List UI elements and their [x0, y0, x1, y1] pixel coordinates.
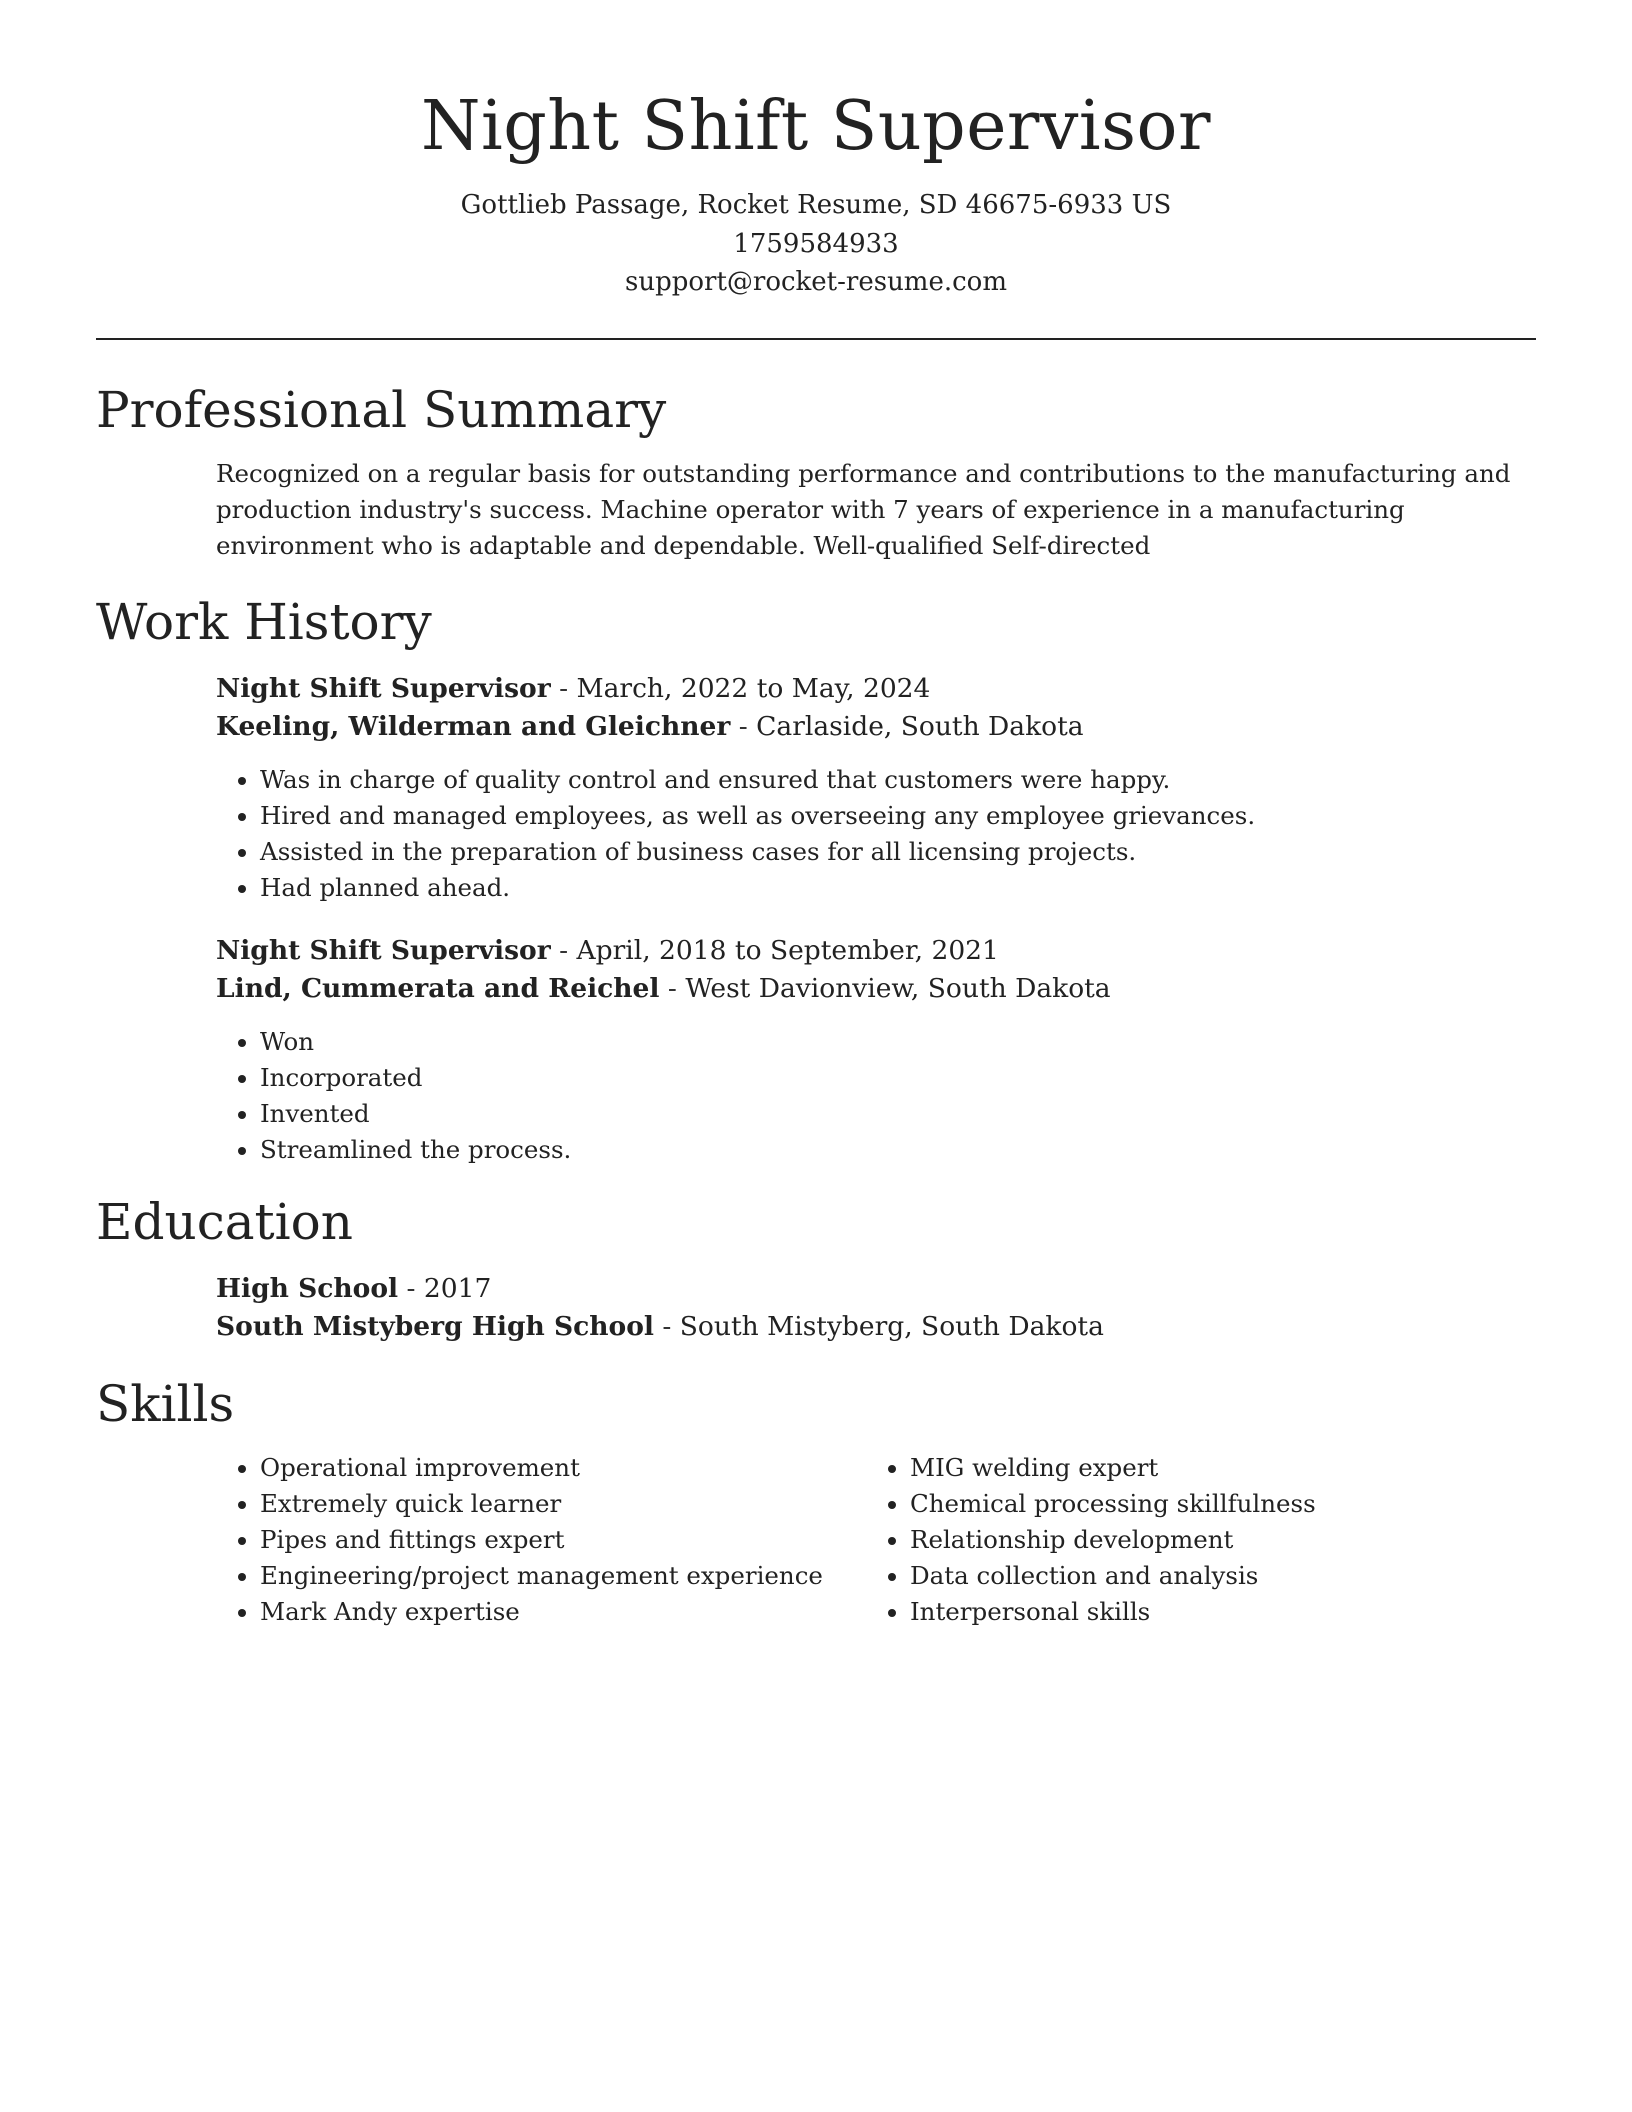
- job-location: West Davionview, South Dakota: [685, 972, 1111, 1004]
- list-item: • Had planned ahead.: [260, 870, 1536, 906]
- candidate-name: Night Shift Supervisor: [421, 87, 1211, 166]
- school-line: [216, 1308, 1536, 1346]
- separator: -: [550, 934, 577, 966]
- education-heading: Education: [96, 1192, 353, 1251]
- summary-heading: Professional Summary: [96, 380, 667, 439]
- job-bullets: [216, 762, 1536, 906]
- skills-column-left: [216, 1450, 866, 1630]
- list-item: • Won: [260, 1024, 1536, 1060]
- graduation-year: 2017: [423, 1272, 492, 1304]
- skill-item: • Chemical processing skillfulness: [910, 1486, 1516, 1522]
- skill-item: • Mark Andy expertise: [260, 1594, 866, 1630]
- school-location: South Mistyberg, South Dakota: [679, 1310, 1104, 1342]
- work-history-heading: Work History: [96, 592, 432, 651]
- education-entry: [96, 1270, 1536, 1346]
- contact-info: [96, 186, 1536, 302]
- job-company: Lind, Cummerata and Reichel: [216, 972, 660, 1004]
- job-dates: April, 2018 to September, 2021: [576, 934, 999, 966]
- skill-item: • Pipes and fittings expert: [260, 1522, 866, 1558]
- job-company-line: [216, 708, 1536, 746]
- resume-header: [96, 0, 1536, 302]
- summary-text: Recognized on a regular basis for outstanding performance and contributions to the manufacturing and production industry's success. Machine operator with 7 years of experience in a manufacturing environment who is adaptable and dependable. Well-qualified Self-directed: [216, 458, 1511, 560]
- skills-column-right: [866, 1450, 1516, 1630]
- separator: -: [398, 1272, 424, 1304]
- header-divider: [96, 338, 1536, 340]
- address-text: Gottlieb Passage, Rocket Resume, SD 46675-6933 US: [460, 190, 1172, 220]
- skill-item: • Data collection and analysis: [910, 1558, 1516, 1594]
- skill-item: • Relationship development: [910, 1522, 1516, 1558]
- job-role: Night Shift Supervisor: [216, 672, 551, 704]
- separator: -: [550, 672, 577, 704]
- job-role: Night Shift Supervisor: [216, 934, 551, 966]
- skills-heading: Skills: [96, 1374, 235, 1433]
- job-title-line: [216, 932, 1536, 970]
- skill-item: • Interpersonal skills: [910, 1594, 1516, 1630]
- list-item: • Hired and managed employees, as well as overseeing any employee grievances.: [260, 798, 1536, 834]
- skill-item: • Extremely quick learner: [260, 1486, 866, 1522]
- job-entry-2: [96, 932, 1536, 1168]
- job-location: Carlaside, South Dakota: [756, 710, 1084, 742]
- list-item: • Incorporated: [260, 1060, 1536, 1096]
- job-bullets: [216, 1024, 1536, 1168]
- list-item: • Invented: [260, 1096, 1536, 1132]
- job-title-line: [216, 670, 1536, 708]
- email-text: support@rocket-resume.com: [624, 267, 1007, 297]
- degree: High School: [216, 1272, 399, 1304]
- skill-item: • Operational improvement: [260, 1450, 866, 1486]
- separator: -: [653, 1310, 680, 1342]
- list-item: • Streamlined the process.: [260, 1132, 1536, 1168]
- degree-line: [216, 1270, 1536, 1308]
- list-item: • Assisted in the preparation of business cases for all licensing projects.: [260, 834, 1536, 870]
- separator: -: [659, 972, 686, 1004]
- skills-bullets-left: [216, 1450, 866, 1630]
- job-entry-1: [96, 670, 1536, 906]
- separator: -: [730, 710, 757, 742]
- list-item: • Was in charge of quality control and ensured that customers were happy.: [260, 762, 1536, 798]
- job-dates: March, 2022 to May, 2024: [576, 672, 931, 704]
- skill-item: • Engineering/project management experience: [260, 1558, 866, 1594]
- skills-bullets-right: [866, 1450, 1516, 1630]
- skill-item: • MIG welding expert: [910, 1450, 1516, 1486]
- school-name: South Mistyberg High School: [216, 1310, 654, 1342]
- skills-list: [96, 1450, 1536, 1630]
- job-company-line: [216, 970, 1536, 1008]
- phone-text: 1759584933: [733, 228, 899, 259]
- job-company: Keeling, Wilderman and Gleichner: [216, 710, 731, 742]
